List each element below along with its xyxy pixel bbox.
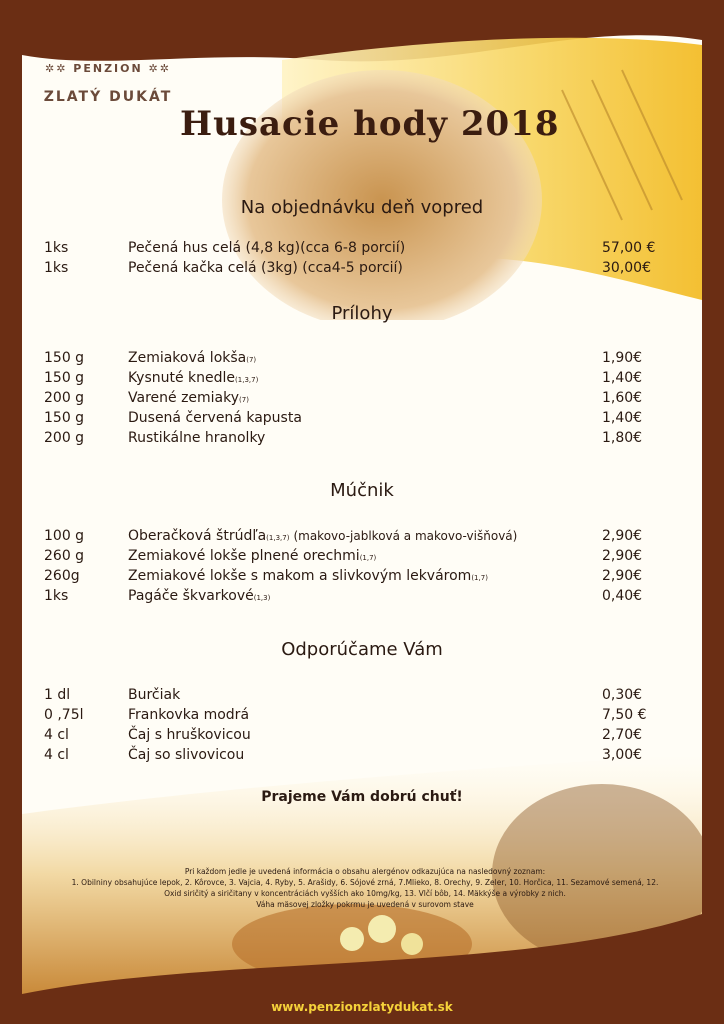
- item-quantity: 200 g: [44, 390, 85, 406]
- item-quantity: 200 g: [44, 430, 85, 446]
- item-price: 1,40€: [602, 410, 643, 426]
- item-quantity: 150 g: [44, 410, 85, 426]
- menu-row: [0, 370, 724, 390]
- menu-row: [0, 410, 724, 430]
- item-name: Rustikálne hranolky: [128, 430, 266, 446]
- item-price: 0,30€: [602, 687, 643, 703]
- item-allergens: (1,7): [359, 554, 377, 562]
- item-price: 1,40€: [602, 370, 643, 386]
- item-name: Kysnuté knedle(1,3,7): [128, 370, 259, 386]
- item-allergens: (1,3,7): [235, 376, 259, 384]
- item-quantity: 0 ,75l: [44, 707, 84, 723]
- item-allergens: (1,3,7): [266, 534, 290, 542]
- allergen-note-line: Pri každom jedle je uvedená informácia o obsahu alergénov odkazujúca na nasledovný zoznam:: [184, 867, 546, 876]
- item-quantity: 1 dl: [44, 687, 71, 703]
- closing-wish: Prajeme Vám dobrú chuť!: [261, 789, 463, 805]
- item-name: Pagáče škvarkové(1,3): [128, 588, 271, 604]
- allergen-note-line: 1. Obilniny obsahujúce lepok, 2. Kôrovce, 3. Vajcia, 4. Ryby, 5. Arašidy, 6. Sójové zrná, 7.Mlieko, 8. Orechy, 9. Zeler, 10. Horčica, 11. Sezamové semená, 12.: [71, 878, 659, 887]
- item-quantity: 260 g: [44, 548, 85, 564]
- item-note: (makovo-jablková a makovo-višňová): [293, 529, 518, 543]
- section-heading: Múčnik: [330, 480, 394, 501]
- menu-row: [0, 430, 724, 450]
- menu-row: [0, 548, 724, 568]
- item-price: 3,00€: [602, 747, 643, 763]
- item-quantity: 150 g: [44, 370, 85, 386]
- menu-row: [0, 350, 724, 370]
- item-price: 1,90€: [602, 350, 643, 366]
- allergen-note-line: Oxid siričitý a siričitany v koncentráciách vyšších ako 10mg/kg, 13. Vlčí bôb, 14. Mäkkýše a výrobky z nich.: [164, 889, 566, 898]
- logo-name: ZLATÝ DUKÁT: [43, 89, 173, 105]
- item-price: 1,60€: [602, 390, 643, 406]
- item-name: Zemiakové lokše plnené orechmi(1,7): [128, 548, 377, 564]
- menu-row: [0, 528, 724, 548]
- page-title: Husacie hody 2018: [180, 104, 560, 144]
- menu-row: [0, 568, 724, 588]
- section-heading: Na objednávku deň vopred: [240, 197, 484, 218]
- item-name: Zemiaková lokša(7): [128, 350, 257, 366]
- item-name: Pečená hus celá (4,8 kg)(cca 6-8 porcií): [128, 240, 406, 256]
- allergen-note-line: Váha mäsovej zložky pokrmu je uvedená v surovom stave: [256, 900, 474, 909]
- penzion-logo: [38, 62, 178, 105]
- item-allergens: (7): [239, 396, 249, 404]
- menu-row: [0, 240, 724, 260]
- item-price: 0,40€: [602, 588, 643, 604]
- item-name: Varené zemiaky(7): [128, 390, 249, 406]
- item-name: Frankovka modrá: [128, 707, 250, 723]
- item-quantity: 1ks: [44, 260, 69, 276]
- item-quantity: 4 cl: [44, 747, 69, 763]
- website-link[interactable]: www.penzionzlatydukat.sk: [271, 1000, 453, 1014]
- menu-row: [0, 687, 724, 707]
- item-name: Dusená červená kapusta: [128, 410, 302, 426]
- allergen-note: [40, 866, 690, 910]
- item-name: Oberačková štrúdľa(1,3,7) (makovo-jablková a makovo-višňová): [128, 528, 518, 544]
- item-allergens: (1,3): [253, 594, 271, 602]
- item-price: 7,50 €: [602, 707, 647, 723]
- item-quantity: 1ks: [44, 240, 69, 256]
- item-quantity: 100 g: [44, 528, 85, 544]
- item-quantity: 4 cl: [44, 727, 69, 743]
- menu-row: [0, 727, 724, 747]
- item-price: 2,90€: [602, 568, 643, 584]
- item-quantity: 1ks: [44, 588, 69, 604]
- menu-row: [0, 260, 724, 280]
- item-quantity: 150 g: [44, 350, 85, 366]
- menu-row: [0, 707, 724, 727]
- item-allergens: (7): [246, 356, 257, 364]
- section-heading: Odporúčame Vám: [281, 639, 443, 660]
- item-name: Čaj s hruškovicou: [128, 727, 251, 743]
- item-name: Čaj so slivovicou: [128, 747, 245, 763]
- item-price: 2,90€: [602, 528, 643, 544]
- item-price: 57,00 €: [602, 240, 656, 256]
- item-quantity: 260g: [44, 568, 80, 584]
- menu-row: [0, 390, 724, 410]
- logo-subtitle: ✲✲ PENZION ✲✲: [45, 62, 171, 75]
- item-allergens: (1,7): [471, 574, 488, 582]
- item-name: Zemiakové lokše s makom a slivkovým lekvárom(1,7): [128, 568, 488, 584]
- item-name: Burčiak: [128, 687, 181, 703]
- item-price: 2,70€: [602, 727, 643, 743]
- item-name: Pečená kačka celá (3kg) (cca4-5 porcií): [128, 260, 403, 276]
- section-heading: Prílohy: [331, 303, 393, 324]
- item-price: 1,80€: [602, 430, 643, 446]
- item-price: 2,90€: [602, 548, 643, 564]
- menu-row: [0, 588, 724, 608]
- item-price: 30,00€: [602, 260, 651, 276]
- menu-row: [0, 747, 724, 767]
